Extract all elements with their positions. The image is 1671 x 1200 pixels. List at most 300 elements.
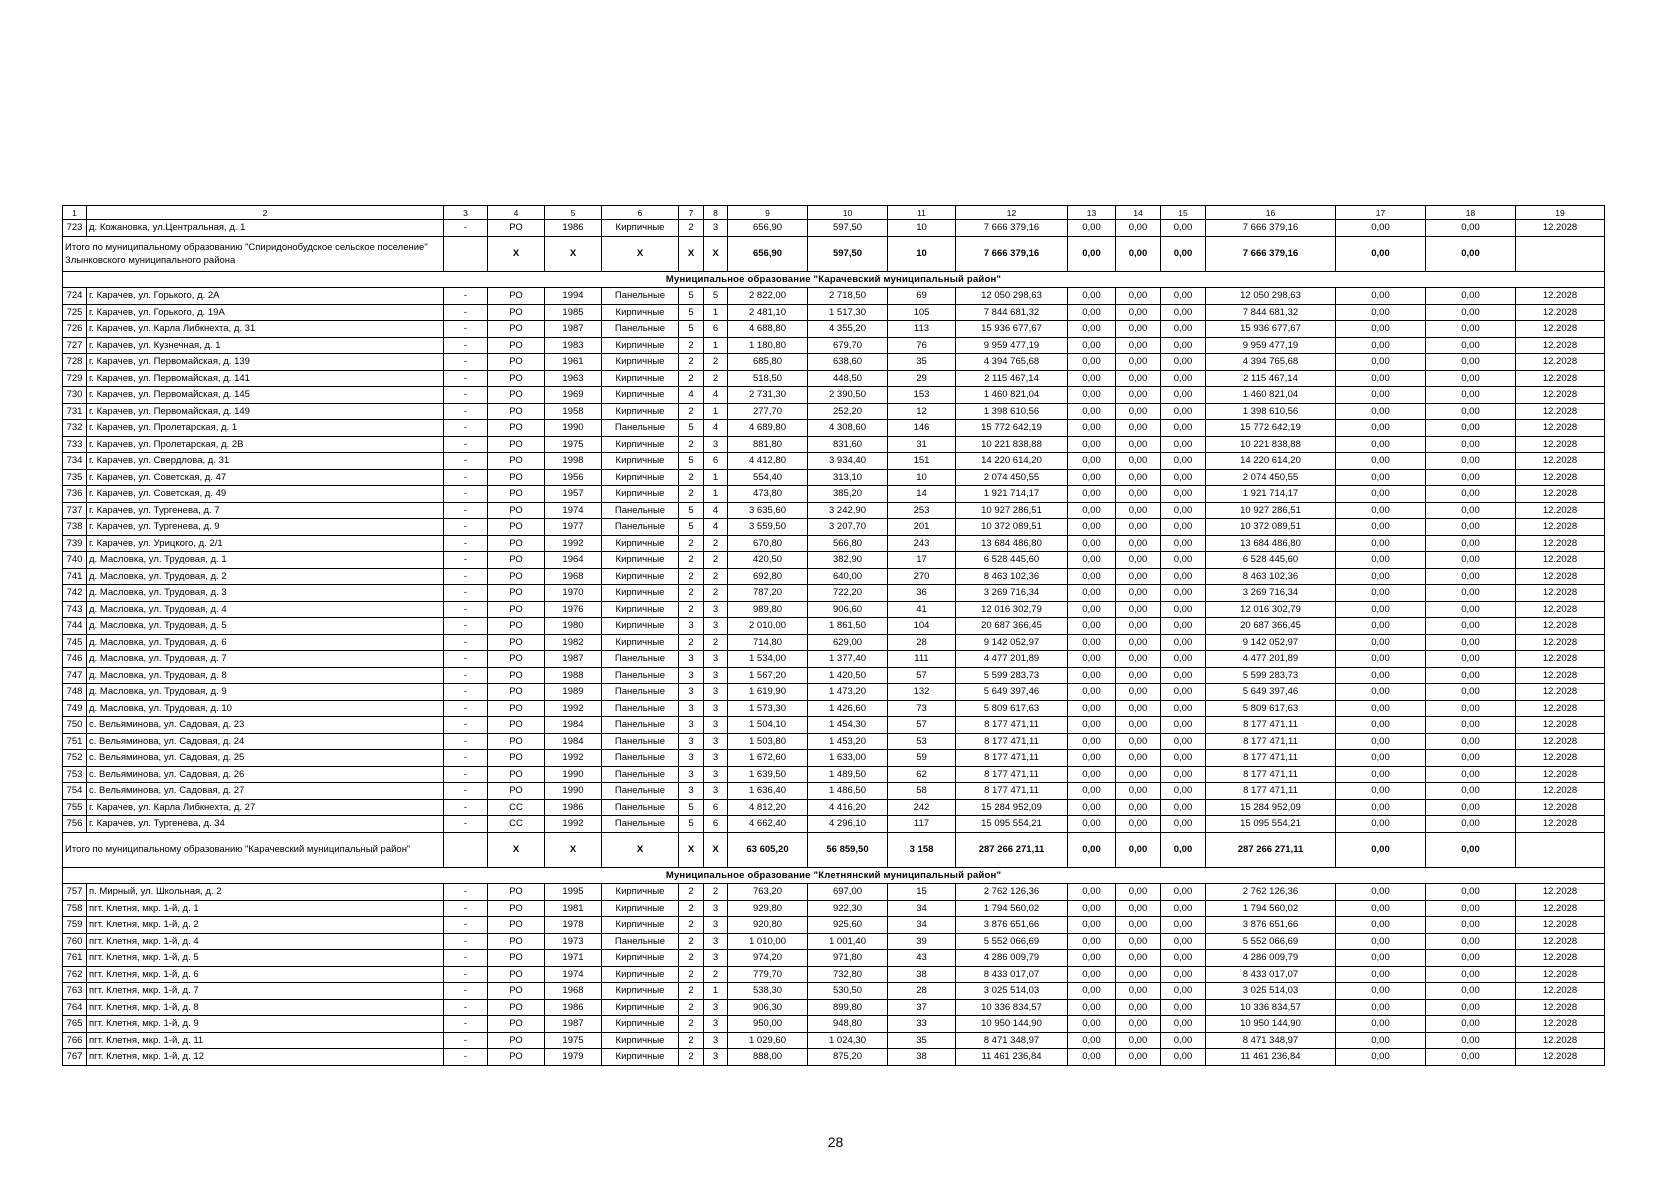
table-cell: 5 599 283,73 (956, 667, 1068, 684)
total-cell: 0,00 (1116, 236, 1161, 271)
table-cell: 950,00 (728, 1016, 808, 1033)
table-cell: 0,00 (1161, 220, 1206, 237)
table-cell: 0,00 (1116, 220, 1161, 237)
table-cell: 0,00 (1426, 634, 1516, 651)
table-row (63, 453, 1605, 470)
table-cell: г. Карачев, ул. Первомайская, д. 141 (87, 370, 444, 387)
table-cell: 8 177 471,11 (956, 766, 1068, 783)
table-cell: 1 861,50 (808, 618, 888, 635)
table-cell: 0,00 (1161, 486, 1206, 503)
table-cell: 0,00 (1068, 568, 1116, 585)
table-cell: 1990 (545, 420, 602, 437)
table-cell: 0,00 (1336, 950, 1426, 967)
table-cell: 2 (679, 1016, 704, 1033)
table-cell: 8 433 017,07 (1206, 966, 1336, 983)
section-header-row (63, 271, 1605, 288)
table-cell: 724 (63, 288, 87, 305)
table-cell: 2 074 450,55 (1206, 469, 1336, 486)
table-cell: 0,00 (1161, 766, 1206, 783)
table-cell: 1 (704, 469, 728, 486)
table-cell: 37 (888, 999, 956, 1016)
table-cell: - (444, 370, 488, 387)
table-cell: 1 398 610,56 (1206, 403, 1336, 420)
table-cell: 765 (63, 1016, 87, 1033)
table-cell: 12.2028 (1516, 403, 1605, 420)
table-cell: 1958 (545, 403, 602, 420)
table-cell: РО (488, 453, 545, 470)
table-cell: 899,80 (808, 999, 888, 1016)
table-cell: 0,00 (1336, 684, 1426, 701)
column-number-cell: 15 (1161, 206, 1206, 220)
table-cell: 0,00 (1336, 436, 1426, 453)
table-cell: РО (488, 321, 545, 338)
table-cell: 1970 (545, 585, 602, 602)
total-row (63, 236, 1605, 271)
table-cell: - (444, 983, 488, 1000)
table-cell: 732 (63, 420, 87, 437)
table-cell: 3 (704, 717, 728, 734)
table-cell: пгт. Клетня, мкр. 1-й, д. 9 (87, 1016, 444, 1033)
table-cell: 420,50 (728, 552, 808, 569)
table-cell: 752 (63, 750, 87, 767)
table-cell: 12.2028 (1516, 651, 1605, 668)
table-cell: 1 921 714,17 (1206, 486, 1336, 503)
table-cell: 12.2028 (1516, 420, 1605, 437)
table-cell: - (444, 950, 488, 967)
table-cell: 1990 (545, 766, 602, 783)
table-cell: 12.2028 (1516, 370, 1605, 387)
table-cell: 971,80 (808, 950, 888, 967)
table-cell: 0,00 (1068, 667, 1116, 684)
table-cell: 10 372 089,51 (956, 519, 1068, 536)
table-cell: РО (488, 337, 545, 354)
table-cell: 4 689,80 (728, 420, 808, 437)
table-cell: 8 177 471,11 (1206, 766, 1336, 783)
table-cell: 0,00 (1116, 304, 1161, 321)
table-cell: - (444, 750, 488, 767)
column-number-cell: 7 (679, 206, 704, 220)
table-cell: 0,00 (1116, 453, 1161, 470)
table-cell: 739 (63, 535, 87, 552)
total-cell: 656,90 (728, 236, 808, 271)
table-cell: с. Вельяминова, ул. Садовая, д. 26 (87, 766, 444, 783)
table-cell: пгт. Клетня, мкр. 1-й, д. 11 (87, 1032, 444, 1049)
table-row (63, 917, 1605, 934)
table-row (63, 667, 1605, 684)
table-cell: Панельные (602, 684, 679, 701)
table-cell: РО (488, 700, 545, 717)
table-cell: 0,00 (1336, 453, 1426, 470)
table-cell: 1994 (545, 288, 602, 305)
table-cell: 1980 (545, 618, 602, 635)
total-cell (444, 832, 488, 867)
total-cell: X (545, 236, 602, 271)
table-cell: Панельные (602, 502, 679, 519)
table-cell: 2 (679, 1032, 704, 1049)
table-cell: 0,00 (1068, 750, 1116, 767)
table-cell: 727 (63, 337, 87, 354)
table-cell: 1957 (545, 486, 602, 503)
table-cell: 2 (679, 999, 704, 1016)
table-cell: 906,30 (728, 999, 808, 1016)
table-cell: 0,00 (1116, 799, 1161, 816)
table-cell: 736 (63, 486, 87, 503)
table-cell: 3 (704, 667, 728, 684)
table-cell: 714,80 (728, 634, 808, 651)
total-cell: 0,00 (1161, 236, 1206, 271)
table-cell: - (444, 469, 488, 486)
table-cell: 58 (888, 783, 956, 800)
table-row (63, 999, 1605, 1016)
table-cell: 3 635,60 (728, 502, 808, 519)
table-cell: 8 433 017,07 (956, 966, 1068, 983)
table-cell: 0,00 (1161, 750, 1206, 767)
table-cell: РО (488, 900, 545, 917)
table-cell: 0,00 (1336, 502, 1426, 519)
table-cell: 764 (63, 999, 87, 1016)
table-cell: 763 (63, 983, 87, 1000)
table-cell: 0,00 (1336, 999, 1426, 1016)
total-cell: 597,50 (808, 236, 888, 271)
table-cell: 3 (704, 766, 728, 783)
table-cell: 948,80 (808, 1016, 888, 1033)
table-cell: 0,00 (1116, 950, 1161, 967)
table-cell: - (444, 220, 488, 237)
table-cell: - (444, 900, 488, 917)
table-cell: г. Карачев, ул. Горького, д. 19А (87, 304, 444, 321)
housing-register-table (62, 205, 1605, 1066)
table-cell: - (444, 1032, 488, 1049)
table-cell: РО (488, 717, 545, 734)
total-cell: X (545, 832, 602, 867)
table-row (63, 568, 1605, 585)
table-cell: 5 (679, 519, 704, 536)
table-cell: 0,00 (1426, 535, 1516, 552)
table-cell: 0,00 (1336, 900, 1426, 917)
table-cell: - (444, 601, 488, 618)
table-cell: РО (488, 750, 545, 767)
table-cell: 0,00 (1068, 436, 1116, 453)
table-cell: 638,60 (808, 354, 888, 371)
table-cell: 0,00 (1336, 337, 1426, 354)
table-cell: 0,00 (1161, 502, 1206, 519)
table-cell: 0,00 (1161, 403, 1206, 420)
table-cell: 0,00 (1068, 354, 1116, 371)
table-cell: Кирпичные (602, 486, 679, 503)
table-cell: 1974 (545, 502, 602, 519)
table-cell: 12 016 302,79 (956, 601, 1068, 618)
table-cell: 1981 (545, 900, 602, 917)
table-cell: 12.2028 (1516, 1016, 1605, 1033)
table-cell: Кирпичные (602, 1049, 679, 1066)
table-cell: 0,00 (1161, 453, 1206, 470)
table-cell: 242 (888, 799, 956, 816)
table-cell: РО (488, 486, 545, 503)
total-label: Итого по муниципальному образованию "Спиридонобудское сельское поселение" Злынковского муниципального района (63, 236, 444, 271)
table-cell: 0,00 (1161, 717, 1206, 734)
table-cell: 3 (679, 766, 704, 783)
table-cell: 12.2028 (1516, 900, 1605, 917)
table-cell: 1973 (545, 933, 602, 950)
table-cell: 69 (888, 288, 956, 305)
table-cell: РО (488, 370, 545, 387)
table-cell: 8 463 102,36 (1206, 568, 1336, 585)
table-row (63, 585, 1605, 602)
table-cell: - (444, 420, 488, 437)
table-cell: 0,00 (1116, 684, 1161, 701)
table-cell: 12.2028 (1516, 568, 1605, 585)
table-cell: 0,00 (1068, 717, 1116, 734)
table-cell: 0,00 (1426, 370, 1516, 387)
table-cell: 737 (63, 502, 87, 519)
table-cell: 1986 (545, 999, 602, 1016)
table-cell: 5 (679, 420, 704, 437)
table-cell: 3 207,70 (808, 519, 888, 536)
table-cell: 2 (679, 354, 704, 371)
table-cell: 0,00 (1161, 783, 1206, 800)
table-cell: 0,00 (1426, 766, 1516, 783)
table-cell: пгт. Клетня, мкр. 1-й, д. 8 (87, 999, 444, 1016)
table-row (63, 436, 1605, 453)
table-row (63, 420, 1605, 437)
table-cell: 2 (679, 966, 704, 983)
column-number-cell: 5 (545, 206, 602, 220)
table-cell: 0,00 (1068, 453, 1116, 470)
table-cell: 0,00 (1336, 321, 1426, 338)
total-cell (1516, 236, 1605, 271)
table-row (63, 950, 1605, 967)
table-cell: 38 (888, 966, 956, 983)
table-cell: 0,00 (1161, 999, 1206, 1016)
table-cell: 12.2028 (1516, 933, 1605, 950)
table-cell: - (444, 585, 488, 602)
table-cell: Кирпичные (602, 1016, 679, 1033)
table-cell: 1968 (545, 568, 602, 585)
table-cell: 0,00 (1426, 519, 1516, 536)
table-cell: 2 (704, 370, 728, 387)
table-row (63, 717, 1605, 734)
table-cell: 0,00 (1336, 750, 1426, 767)
table-cell: 12.2028 (1516, 288, 1605, 305)
table-cell: 1987 (545, 651, 602, 668)
table-cell: Панельные (602, 933, 679, 950)
table-cell: г. Карачев, ул. Советская, д. 49 (87, 486, 444, 503)
table-cell: 692,80 (728, 568, 808, 585)
table-cell: 1 426,60 (808, 700, 888, 717)
table-cell: 0,00 (1068, 950, 1116, 967)
table-cell: 1 619,90 (728, 684, 808, 701)
table-cell: 3 025 514,03 (956, 983, 1068, 1000)
table-cell: 1992 (545, 750, 602, 767)
table-cell: 1971 (545, 950, 602, 967)
table-cell: 740 (63, 552, 87, 569)
table-cell: 1976 (545, 601, 602, 618)
table-cell: 2 (679, 535, 704, 552)
table-cell: 0,00 (1068, 220, 1116, 237)
table-cell: 0,00 (1116, 1016, 1161, 1033)
table-cell: д. Масловка, ул. Трудовая, д. 10 (87, 700, 444, 717)
table-cell: г. Карачев, ул. Свердлова, д. 31 (87, 453, 444, 470)
table-cell: 2 481,10 (728, 304, 808, 321)
table-cell: 8 177 471,11 (1206, 783, 1336, 800)
table-cell: 745 (63, 634, 87, 651)
table-cell: 104 (888, 618, 956, 635)
table-cell: 748 (63, 684, 87, 701)
table-cell: 0,00 (1161, 387, 1206, 404)
total-cell: 0,00 (1068, 236, 1116, 271)
table-cell: 12.2028 (1516, 783, 1605, 800)
table-cell: 0,00 (1161, 733, 1206, 750)
table-cell: 20 687 366,45 (1206, 618, 1336, 635)
table-cell: 28 (888, 634, 956, 651)
total-cell: 0,00 (1116, 832, 1161, 867)
table-cell: 4 688,80 (728, 321, 808, 338)
table-cell: 1 633,00 (808, 750, 888, 767)
table-cell: 0,00 (1426, 717, 1516, 734)
table-cell: 1 460 821,04 (1206, 387, 1336, 404)
table-cell: 2 (679, 884, 704, 901)
column-number-cell: 17 (1336, 206, 1426, 220)
table-cell: 3 (704, 1016, 728, 1033)
table-cell: РО (488, 884, 545, 901)
total-cell: 0,00 (1426, 236, 1516, 271)
table-cell: 4 (704, 387, 728, 404)
table-cell: - (444, 304, 488, 321)
table-cell: 5 649 397,46 (1206, 684, 1336, 701)
table-cell: 1 517,30 (808, 304, 888, 321)
table-cell: 12 050 298,63 (1206, 288, 1336, 305)
table-cell: 989,80 (728, 601, 808, 618)
table-cell: 12.2028 (1516, 354, 1605, 371)
table-cell: 1984 (545, 733, 602, 750)
table-cell: Кирпичные (602, 950, 679, 967)
table-cell: Кирпичные (602, 900, 679, 917)
table-cell: 9 959 477,19 (956, 337, 1068, 354)
table-cell: 12.2028 (1516, 799, 1605, 816)
table-cell: 6 (704, 321, 728, 338)
table-cell: 4 812,20 (728, 799, 808, 816)
table-cell: 113 (888, 321, 956, 338)
table-cell: 5 599 283,73 (1206, 667, 1336, 684)
table-cell: 0,00 (1336, 717, 1426, 734)
table-cell: 722,20 (808, 585, 888, 602)
table-cell: 763,20 (728, 884, 808, 901)
table-cell: - (444, 403, 488, 420)
table-cell: д. Масловка, ул. Трудовая, д. 3 (87, 585, 444, 602)
column-number-cell: 3 (444, 206, 488, 220)
table-cell: Панельные (602, 420, 679, 437)
table-cell: 12.2028 (1516, 684, 1605, 701)
total-cell: 0,00 (1336, 236, 1426, 271)
table-cell: РО (488, 618, 545, 635)
table-cell: 313,10 (808, 469, 888, 486)
table-cell: 270 (888, 568, 956, 585)
total-cell: 287 266 271,11 (1206, 832, 1336, 867)
table-cell: 12.2028 (1516, 535, 1605, 552)
table-cell: РО (488, 667, 545, 684)
total-cell (444, 236, 488, 271)
table-cell: 1 486,50 (808, 783, 888, 800)
table-cell: РО (488, 1032, 545, 1049)
table-cell: 12 050 298,63 (956, 288, 1068, 305)
table-cell: 0,00 (1068, 519, 1116, 536)
table-cell: 151 (888, 453, 956, 470)
table-cell: 3 (704, 1032, 728, 1049)
table-cell: 2 (679, 568, 704, 585)
table-cell: пгт. Клетня, мкр. 1-й, д. 1 (87, 900, 444, 917)
table-cell: 3 (704, 684, 728, 701)
table-row (63, 618, 1605, 635)
table-cell: 1 (704, 983, 728, 1000)
table-cell: 0,00 (1161, 519, 1206, 536)
table-cell: 2 (704, 585, 728, 602)
table-cell: 1998 (545, 453, 602, 470)
table-cell: д. Масловка, ул. Трудовая, д. 4 (87, 601, 444, 618)
table-cell: 0,00 (1116, 999, 1161, 1016)
table-cell: Кирпичные (602, 601, 679, 618)
table-cell: 0,00 (1068, 799, 1116, 816)
total-cell: X (488, 832, 545, 867)
total-cell (1516, 832, 1605, 867)
table-cell: 1 794 560,02 (1206, 900, 1336, 917)
table-cell: РО (488, 469, 545, 486)
table-cell: 5 (679, 799, 704, 816)
table-cell: 881,80 (728, 436, 808, 453)
table-cell: 0,00 (1161, 684, 1206, 701)
table-row (63, 321, 1605, 338)
table-cell: 0,00 (1426, 436, 1516, 453)
table-cell: 4 416,20 (808, 799, 888, 816)
table-cell: 76 (888, 337, 956, 354)
table-cell: 0,00 (1068, 288, 1116, 305)
table-cell: 6 (704, 816, 728, 833)
table-cell: 0,00 (1426, 321, 1516, 338)
table-cell: - (444, 1016, 488, 1033)
column-number-row (63, 206, 1605, 220)
total-cell: X (704, 832, 728, 867)
table-cell: 0,00 (1336, 387, 1426, 404)
table-cell: 0,00 (1068, 933, 1116, 950)
table-cell: 0,00 (1161, 288, 1206, 305)
table-row (63, 799, 1605, 816)
table-cell: РО (488, 601, 545, 618)
table-cell: 3 (679, 667, 704, 684)
table-cell: Кирпичные (602, 370, 679, 387)
table-cell: 1 639,50 (728, 766, 808, 783)
table-cell: 12.2028 (1516, 966, 1605, 983)
table-cell: 0,00 (1116, 750, 1161, 767)
table-cell: 1 001,40 (808, 933, 888, 950)
table-cell: 0,00 (1116, 519, 1161, 536)
table-cell: 12.2028 (1516, 453, 1605, 470)
table-cell: 0,00 (1116, 403, 1161, 420)
table-cell: 5 (679, 816, 704, 833)
table-cell: 0,00 (1161, 304, 1206, 321)
table-cell: 0,00 (1426, 966, 1516, 983)
table-cell: РО (488, 519, 545, 536)
table-cell: 0,00 (1336, 304, 1426, 321)
table-cell: 640,00 (808, 568, 888, 585)
table-cell: пгт. Клетня, мкр. 1-й, д. 6 (87, 966, 444, 983)
table-cell: 2 (679, 634, 704, 651)
table-cell: 4 (704, 502, 728, 519)
table-cell: 757 (63, 884, 87, 901)
table-cell: 14 220 614,20 (1206, 453, 1336, 470)
table-cell: 754 (63, 783, 87, 800)
table-cell: Панельные (602, 700, 679, 717)
table-cell: 34 (888, 900, 956, 917)
table-cell: 1975 (545, 436, 602, 453)
